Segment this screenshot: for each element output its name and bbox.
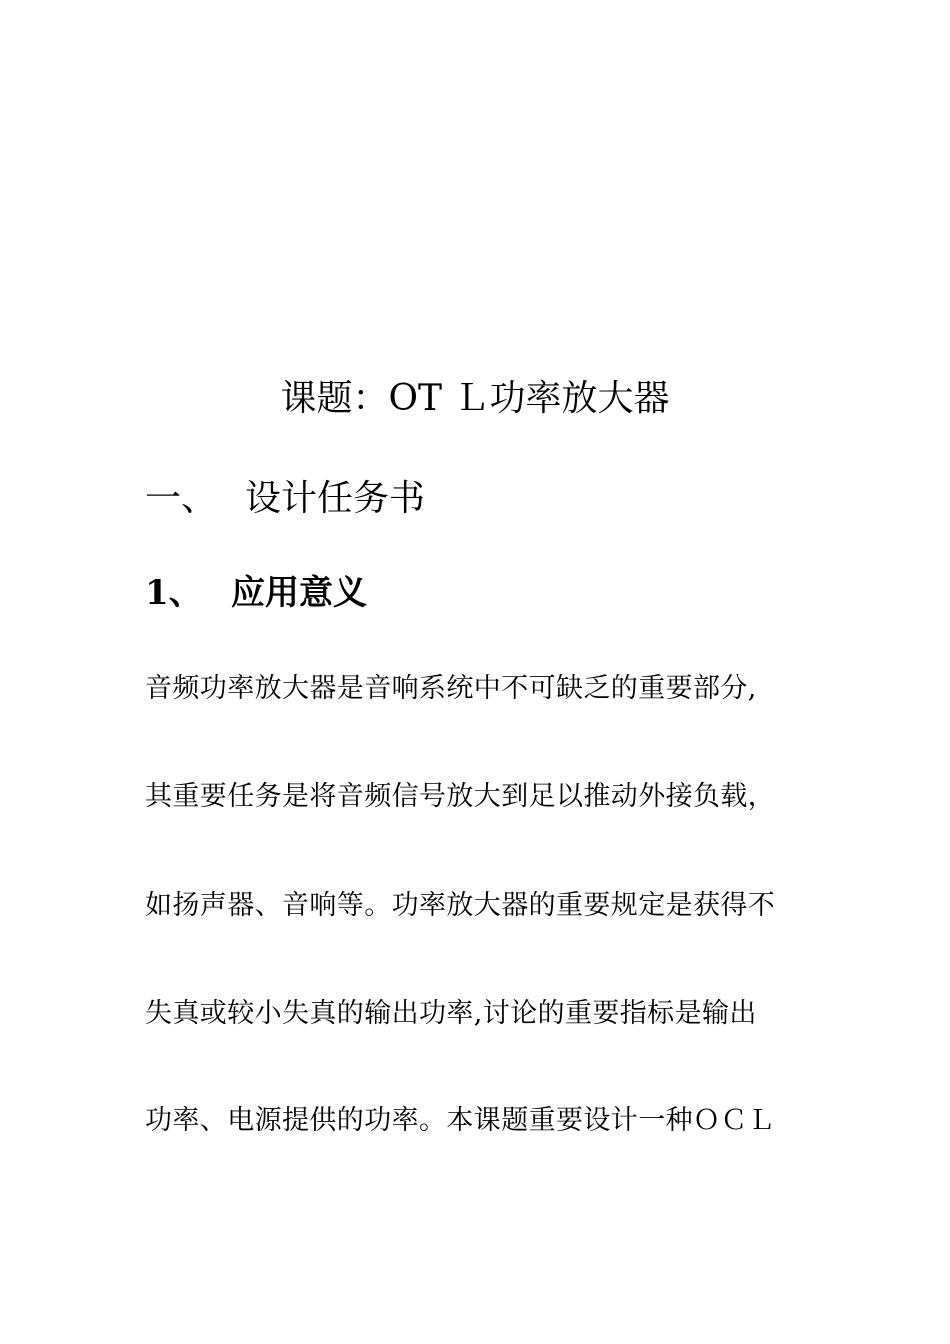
paragraph-line: 如扬声器、音响等。功率放大器的重要规定是获得不 xyxy=(145,890,776,921)
section-title: 设计任务书 xyxy=(245,478,426,519)
subsection-number: 1、 xyxy=(145,573,203,613)
paragraph-line: 失真或较小失真的输出功率,讨论的重要指标是输出 xyxy=(145,998,757,1029)
subsection-heading xyxy=(145,568,367,618)
document-title: 课题：OT Ｌ功率放大器 xyxy=(280,378,670,419)
section-heading xyxy=(145,474,425,524)
paragraph-line: 功率、电源提供的功率。本课题重要设计一种ＯＣＬ xyxy=(145,1105,776,1136)
paragraph-line: 音频功率放大器是音响系统中不可缺乏的重要部分, xyxy=(145,673,757,704)
section-number: 一、 xyxy=(145,478,218,519)
paragraph-line: 其重要任务是将音频信号放大到足以推动外接负载， xyxy=(145,781,776,812)
subsection-title: 应用意义 xyxy=(231,573,367,613)
